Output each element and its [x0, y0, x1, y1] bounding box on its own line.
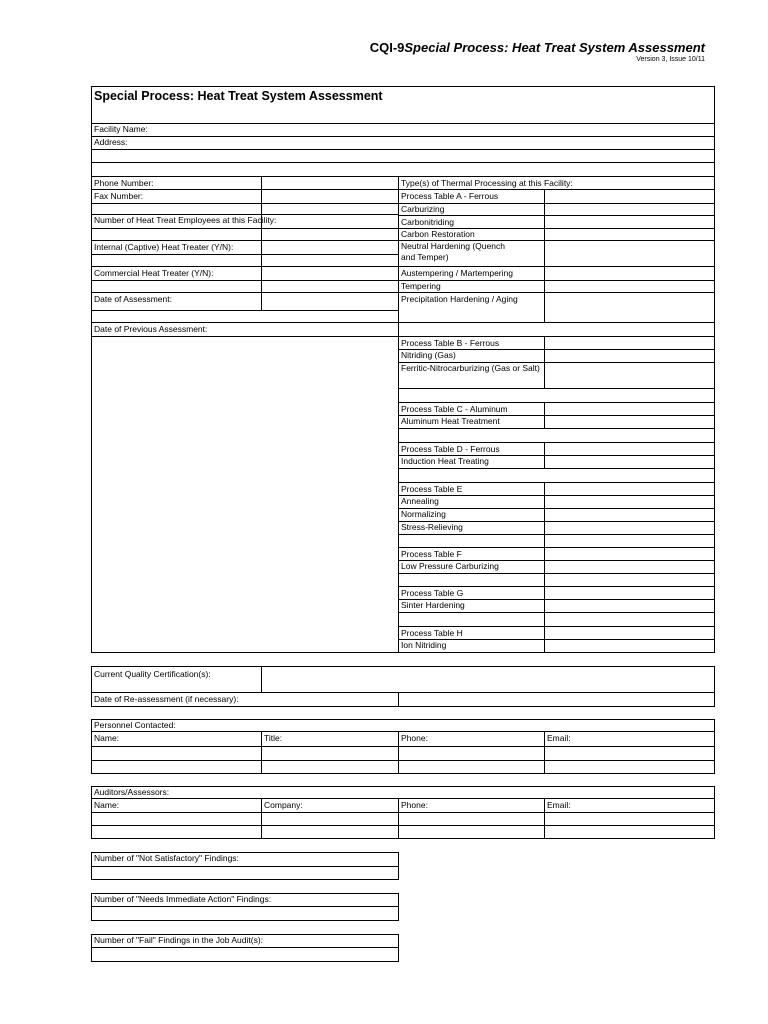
date-assessment-label: Date of Assessment:: [94, 294, 172, 304]
table-c-item: Aluminum Heat Treatment: [401, 416, 500, 426]
table-e-item: Normalizing: [401, 509, 446, 519]
findings-fail-label: Number of "Fail" Findings in the Job Audit(s):: [94, 935, 264, 945]
table-b-title: Process Table B - Ferrous: [401, 338, 500, 348]
document-version: Version 3, Issue 10/11: [636, 56, 705, 63]
table-g-item: Sinter Hardening: [401, 600, 465, 610]
table-h-title: Process Table H: [401, 628, 463, 638]
table-d-title: Process Table D - Ferrous: [401, 444, 500, 454]
address-label: Address:: [94, 137, 128, 147]
form-title: Special Process: Heat Treat System Assessment: [94, 89, 383, 103]
table-a-item: Carbonitriding: [401, 217, 454, 227]
findings-needs-action-label: Number of "Needs Immediate Action" Findings:: [94, 894, 272, 904]
table-a-title: Process Table A - Ferrous: [401, 191, 499, 201]
auditors-col-name: Name:: [94, 800, 120, 810]
table-e-item: Stress-Relieving: [401, 522, 463, 532]
table-a-item: Carbon Restoration: [401, 229, 475, 239]
table-a-item: Neutral Hardening (Quench and Temper): [401, 241, 505, 262]
table-a-item: Austempering / Martempering: [401, 268, 513, 278]
document-header-title: [370, 40, 705, 55]
auditors-col-phone: Phone:: [401, 800, 428, 810]
employees-label: Number of Heat Treat Employees at this Facility:: [94, 215, 277, 225]
auditors-title: Auditors/Assessors:: [94, 787, 170, 797]
table-b-item: Ferritic-Nitrocarburizing (Gas or Salt): [401, 363, 540, 373]
table-g-title: Process Table G: [401, 588, 464, 598]
date-previous-label: Date of Previous Assessment:: [94, 324, 208, 334]
reassessment-label: Date of Re-assessment (if necessary):: [94, 694, 239, 704]
current-certification-label: Current Quality Certification(s):: [94, 669, 211, 679]
table-f-item: Low Pressure Carburizing: [401, 561, 499, 571]
processing-types-label: Type(s) of Thermal Processing at this Facility:: [401, 178, 573, 188]
table-e-title: Process Table E: [401, 484, 463, 494]
table-b-item: Nitriding (Gas): [401, 350, 456, 360]
auditors-col-email: Email:: [547, 800, 571, 810]
personnel-title: Personnel Contacted:: [94, 720, 176, 730]
table-a-item: Tempering: [401, 281, 441, 291]
table-e-item: Annealing: [401, 496, 439, 506]
captive-label: Internal (Captive) Heat Treater (Y/N):: [94, 242, 234, 252]
table-f-title: Process Table F: [401, 549, 462, 559]
table-a-item: Carburizing: [401, 204, 445, 214]
phone-label: Phone Number:: [94, 178, 154, 188]
findings-not-satisfactory-label: Number of "Not Satisfactory" Findings:: [94, 853, 239, 863]
auditors-col-company: Company:: [264, 800, 303, 810]
document-title: Special Process: Heat Treat System Assessment: [404, 40, 705, 55]
table-c-title: Process Table C - Aluminum: [401, 404, 508, 414]
personnel-col-title: Title:: [264, 733, 283, 743]
commercial-label: Commercial Heat Treater (Y/N):: [94, 268, 214, 278]
table-d-item: Induction Heat Treating: [401, 456, 489, 466]
personnel-col-email: Email:: [547, 733, 571, 743]
facility-name-label: Facility Name:: [94, 124, 148, 134]
document-code: CQI-9: [369, 40, 405, 55]
personnel-col-phone: Phone:: [401, 733, 428, 743]
fax-label: Fax Number:: [94, 191, 144, 201]
table-h-item: Ion Nitriding: [401, 640, 447, 650]
table-a-item: Precipitation Hardening / Aging: [401, 294, 518, 304]
personnel-col-name: Name:: [94, 733, 120, 743]
